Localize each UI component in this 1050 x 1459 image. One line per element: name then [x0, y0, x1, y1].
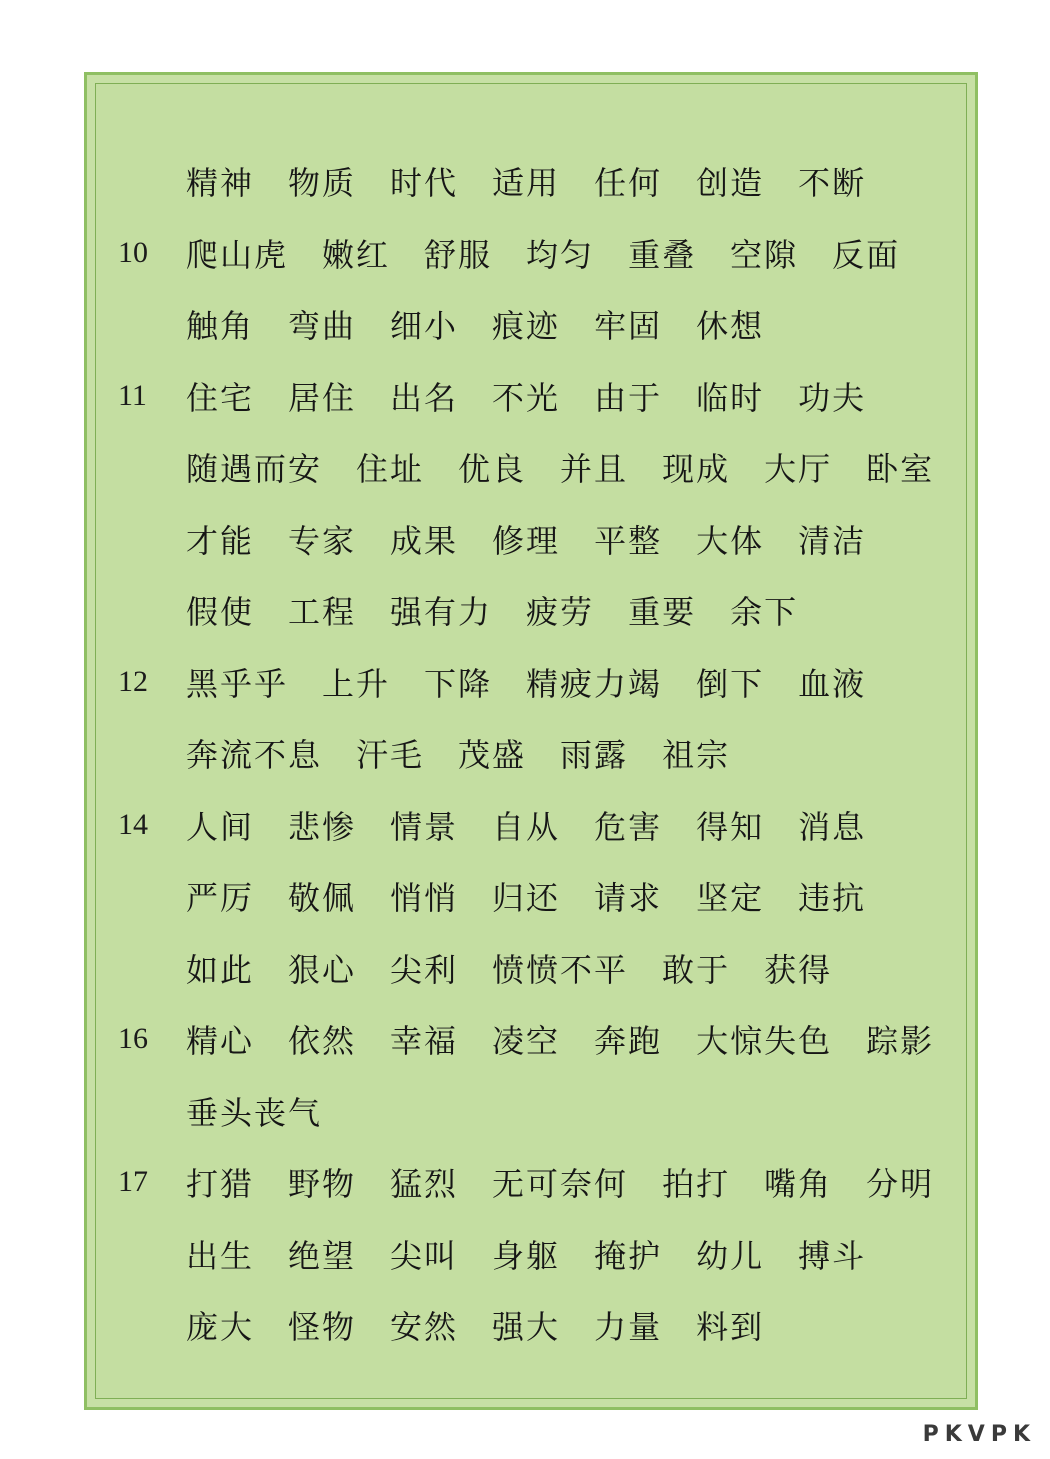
vocab-word: 优良 — [458, 450, 527, 488]
vocab-word: 大惊失色 — [696, 1022, 833, 1060]
vocab-word: 幼儿 — [696, 1236, 765, 1275]
word-group — [186, 587, 832, 633]
vocab-word: 随遇而安 — [186, 450, 323, 488]
lesson-number: 12 — [118, 664, 148, 698]
vocab-word: 奔跑 — [594, 1022, 663, 1060]
vocab-word: 住宅 — [186, 378, 255, 417]
vocab-word: 爬山虎 — [186, 235, 289, 274]
vocab-word: 清洁 — [798, 521, 867, 560]
vocab-word: 分明 — [866, 1165, 935, 1203]
vocab-word: 触角 — [186, 307, 255, 345]
vocab-word: 出名 — [390, 378, 459, 417]
word-group — [186, 659, 900, 705]
vocab-word: 细小 — [390, 307, 459, 345]
word-group — [186, 230, 934, 276]
word-group — [186, 1159, 968, 1205]
vocab-word: 凌空 — [492, 1022, 561, 1060]
vocab-word: 安然 — [390, 1308, 459, 1346]
vocab-word: 余下 — [730, 593, 799, 631]
vocab-word: 成果 — [390, 521, 459, 560]
vocab-word: 依然 — [288, 1022, 357, 1060]
vocab-word: 黑乎乎 — [186, 664, 289, 703]
vocab-word: 归还 — [492, 879, 561, 917]
vocab-word: 修理 — [492, 521, 561, 560]
vocab-word: 汗毛 — [356, 736, 425, 774]
vocab-word: 庞大 — [186, 1308, 255, 1346]
vocab-word: 由于 — [594, 378, 663, 417]
vocab-word: 时代 — [390, 164, 459, 202]
vocab-word: 卧室 — [866, 450, 935, 488]
lesson-number: 11 — [118, 378, 147, 412]
vocab-word: 才能 — [186, 521, 255, 560]
vocab-word: 功夫 — [798, 378, 867, 417]
word-group — [186, 158, 900, 204]
vocab-word: 狠心 — [288, 950, 357, 989]
word-group — [186, 730, 764, 776]
vocab-word: 悄悄 — [390, 879, 459, 917]
vocab-word: 嘴角 — [764, 1165, 833, 1203]
vocab-word: 危害 — [594, 807, 663, 846]
vocab-word: 情景 — [390, 807, 459, 846]
vocabulary-panel-inner-border — [95, 83, 967, 1399]
vocab-word: 精神 — [186, 164, 255, 202]
vocab-word: 牢固 — [594, 307, 663, 345]
word-group — [186, 1088, 356, 1134]
vocab-word: 强有力 — [390, 593, 493, 631]
vocab-word: 平整 — [594, 521, 663, 560]
vocab-word: 拍打 — [662, 1165, 731, 1203]
vocab-word: 愤愤不平 — [492, 950, 629, 989]
vocab-word: 重叠 — [628, 235, 697, 274]
vocab-word: 上升 — [322, 664, 391, 703]
vocab-word: 尖利 — [390, 950, 459, 989]
vocab-word: 得知 — [696, 807, 765, 846]
vocab-word: 并且 — [560, 450, 629, 488]
vocab-word: 敬佩 — [288, 879, 357, 917]
vocab-word: 自从 — [492, 807, 561, 846]
vocab-word: 下降 — [424, 664, 493, 703]
vocab-word: 不断 — [798, 164, 867, 202]
lesson-number: 14 — [118, 807, 148, 841]
vocab-word: 空隙 — [730, 235, 799, 274]
lesson-number: 17 — [118, 1165, 148, 1198]
vocab-word: 搏斗 — [798, 1236, 867, 1275]
vocab-word: 痕迹 — [492, 307, 561, 345]
vocab-word: 舒服 — [424, 235, 493, 274]
vocab-word: 料到 — [696, 1308, 765, 1346]
word-group — [186, 516, 900, 562]
vocab-word: 违抗 — [798, 879, 867, 917]
vocab-word: 血液 — [798, 664, 867, 703]
vocab-word: 重要 — [628, 593, 697, 631]
vocab-word: 悲惨 — [288, 807, 357, 846]
vocab-word: 均匀 — [526, 235, 595, 274]
vocab-word: 居住 — [288, 378, 357, 417]
vocab-word: 临时 — [696, 378, 765, 417]
vocab-word: 不光 — [492, 378, 561, 417]
vocab-word: 幸福 — [390, 1022, 459, 1060]
word-group — [186, 802, 900, 848]
vocab-word: 请求 — [594, 879, 663, 917]
vocab-word: 工程 — [288, 593, 357, 631]
vocab-word: 适用 — [492, 164, 561, 202]
vocab-word: 人间 — [186, 807, 255, 846]
vocab-word: 如此 — [186, 950, 255, 989]
vocab-word: 休想 — [696, 307, 765, 345]
word-group — [186, 444, 968, 490]
vocab-word: 奔流不息 — [186, 736, 323, 774]
vocab-word: 现成 — [662, 450, 731, 488]
vocab-word: 垂头丧气 — [186, 1093, 323, 1132]
vocab-word: 反面 — [832, 235, 901, 274]
vocab-word: 身躯 — [492, 1236, 561, 1275]
vocab-word: 消息 — [798, 807, 867, 846]
vocab-word: 疲劳 — [526, 593, 595, 631]
vocab-word: 大体 — [696, 521, 765, 560]
word-group — [186, 373, 900, 419]
word-group — [186, 301, 798, 347]
vocab-word: 物质 — [288, 164, 357, 202]
vocab-word: 出生 — [186, 1236, 255, 1275]
vocab-word: 严厉 — [186, 879, 255, 917]
vocab-word: 掩护 — [594, 1236, 663, 1275]
vocab-word: 祖宗 — [662, 736, 731, 774]
vocab-word: 无可奈何 — [492, 1165, 629, 1203]
vocab-word: 大厅 — [764, 450, 833, 488]
lesson-number: 10 — [118, 235, 148, 269]
vocab-word: 任何 — [594, 164, 663, 202]
lesson-number: 16 — [118, 1022, 148, 1055]
word-group — [186, 1302, 798, 1348]
vocabulary-panel — [84, 72, 978, 1410]
vocab-word: 嫩红 — [322, 235, 391, 274]
vocab-word: 尖叫 — [390, 1236, 459, 1275]
vocab-word: 强大 — [492, 1308, 561, 1346]
watermark: PKVPK — [922, 1422, 1036, 1447]
vocab-word: 住址 — [356, 450, 425, 488]
vocab-word: 精心 — [186, 1022, 255, 1060]
vocab-word: 猛烈 — [390, 1165, 459, 1203]
vocab-word: 坚定 — [696, 879, 765, 917]
vocab-word: 创造 — [696, 164, 765, 202]
vocab-word: 打猎 — [186, 1165, 255, 1203]
word-group — [186, 873, 900, 919]
vocab-word: 假使 — [186, 593, 255, 631]
vocab-word: 野物 — [288, 1165, 357, 1203]
vocab-word: 弯曲 — [288, 307, 357, 345]
vocab-word: 力量 — [594, 1308, 663, 1346]
vocab-word: 精疲力竭 — [526, 664, 663, 703]
vocab-word: 怪物 — [288, 1308, 357, 1346]
word-group — [186, 1231, 900, 1277]
vocab-word: 获得 — [764, 950, 833, 989]
vocab-word: 踪影 — [866, 1022, 935, 1060]
vocab-word: 雨露 — [560, 736, 629, 774]
vocab-word: 绝望 — [288, 1236, 357, 1275]
vocab-word: 倒下 — [696, 664, 765, 703]
word-group — [186, 1016, 968, 1062]
word-group — [186, 945, 866, 991]
vocab-word: 茂盛 — [458, 736, 527, 774]
vocab-word: 敢于 — [662, 950, 731, 989]
vocab-word: 专家 — [288, 521, 357, 560]
